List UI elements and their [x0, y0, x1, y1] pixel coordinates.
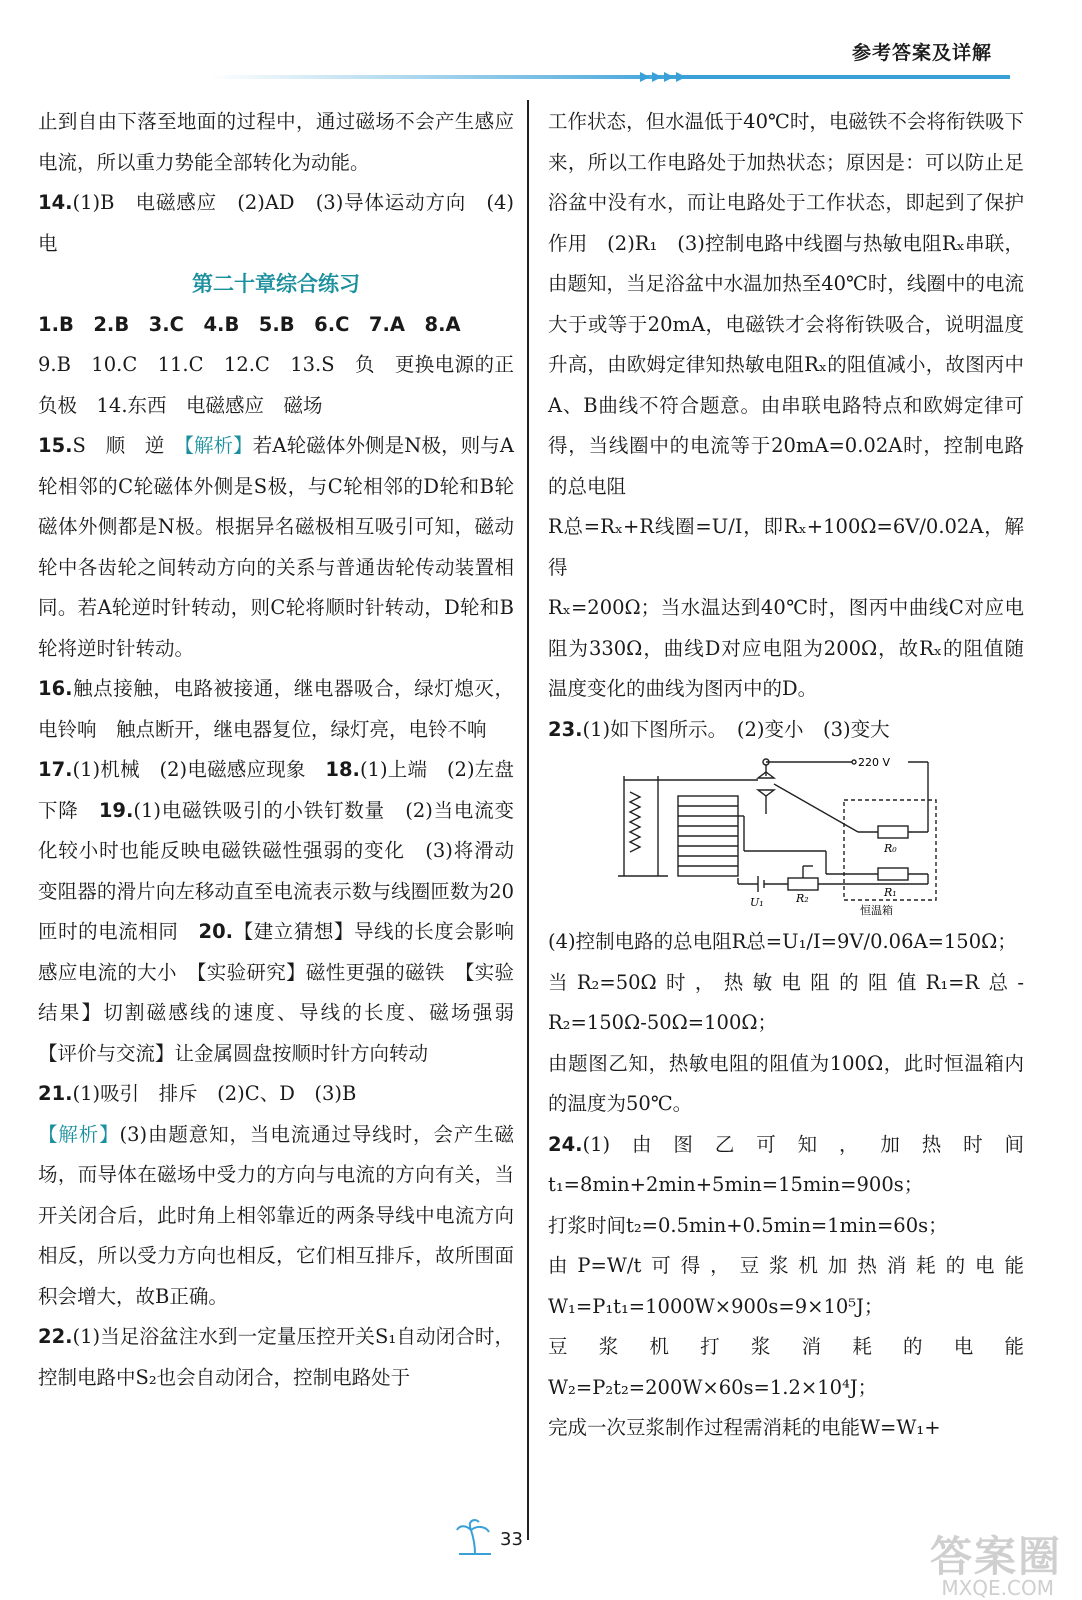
q21-analysis-tag: 【解析】	[38, 1122, 120, 1146]
left-column	[38, 102, 534, 1398]
q15-analysis-tag: 【解析】	[184, 434, 253, 457]
para-right-1: 工作状态，但水温低于40℃时，电磁铁不会将衔铁吸下来，所以工作电路处于加热状态；原因是：可以防止足浴盆中没有水，而让电路处于工作状态，即起到了保护作用 (2)R₁ (3)控制电路中线圈与热敏电阻Rₓ串联，由题知，当足浴盆中水温加热至40℃时，线圈中的电流大于或等于20mA，电磁铁才会将衔铁吸合，说明温度升高，由欧姆定律知热敏电阻Rₓ的阻值减小，故图丙中A、B曲线不符合题意。由串联电路特点和欧姆定律可得，当线圈中的电流等于20mA=0.02A时，控制电路的总电阻	[548, 110, 1024, 498]
q21-number: 21.	[38, 1082, 73, 1105]
answer-17-20	[38, 750, 534, 1074]
q22-number: 22.	[38, 1325, 73, 1348]
answer-21-analysis	[38, 1115, 514, 1318]
q20-number: 20.	[198, 920, 234, 943]
answer-24-3: 由P=W/t可得，豆浆机加热消耗的电能W₁=P₁t₁=1000W×900s=9×10⁵J；	[548, 1254, 1024, 1318]
label-u1: U₁	[750, 896, 764, 909]
q18-text: (1)上端 (2)左盘下降	[38, 758, 514, 822]
q22-text: (1)当足浴盆注水到一定量压控开关S₁自动闭合时，控制电路中S₂也会自动闭合，控制电路处于	[38, 1325, 514, 1389]
answer-15	[38, 426, 514, 669]
answer-24-4: 豆浆机打浆消耗的电能W₂=P₂t₂=200W×60s=1.2×10⁴J；	[548, 1335, 1024, 1399]
answer-24-5: 完成一次豆浆制作过程需消耗的电能W=W₁+	[548, 1416, 941, 1439]
q17-number: 17.	[38, 758, 73, 781]
watermark-url: MXQE.COM	[941, 1576, 1054, 1600]
q21-body: (3)由题意知，当电流通过导线时，会产生磁场，而导体在磁场中受力的方向与电流的方向有关，当开关闭合后，此时角上相邻靠近的两条导线中电流方向相反，所以受力方向也相反，它们相互排斥，故所围面积会增大，故B正确。	[38, 1122, 514, 1308]
answer-24-2: 打浆时间t₂=0.5min+0.5min=1min=60s；	[548, 1213, 948, 1237]
q16-text: 触点接触，电路被接通，继电器吸合，绿灯熄灭，电铃响 触点断开，继电器复位，绿灯亮，电铃不响	[38, 677, 514, 741]
label-r0: R₀	[884, 842, 897, 855]
q14-number: 14.	[38, 191, 73, 214]
q15-number: 15.	[38, 434, 73, 457]
q18-number: 18.	[325, 758, 360, 781]
label-box: 恒温箱	[860, 904, 893, 916]
para-right-2: Rₓ=200Ω；当水温达到40℃时，图丙中曲线C对应电阻为330Ω，曲线D对应电阻为200Ω，故Rₓ的阻值随温度变化的曲线为图丙中的D。	[548, 596, 1024, 700]
q23-text: (1)如下图所示。 (2)变小 (3)变大	[582, 717, 890, 741]
answer-16	[38, 669, 514, 750]
q24-text-1: (1)由图乙可知，加热时间t₁=8min+2min+5min=15min=900s；	[548, 1132, 1024, 1196]
page-header-title: 参考答案及详解	[851, 42, 992, 64]
header-decor-bar	[210, 72, 1010, 82]
q21-text: (1)吸引 排斥 (2)C、D (3)B	[72, 1082, 357, 1105]
mc-answers-1: 1.B 2.B 3.C 4.B 5.B 6.C 7.A 8.A	[38, 312, 461, 336]
equation-1: R总=Rₓ+R线圈=U/I，即Rₓ+100Ω=6V/0.02A，解得	[548, 515, 1024, 579]
q20-text: 【建立猜想】导线的长度会影响感应电流的大小 【实验研究】磁性更强的磁铁 【实验结果】切割磁感线的速度、导线的长度、磁场强弱 【评价与交流】让金属圆盘按顺时针方向转动	[38, 920, 534, 1065]
q19-text: (1)电磁铁吸引的小铁钉数量 (2)当电流变化较小时也能反映电磁铁磁性强弱的变化 (3)将滑动变阻器的滑片向左移动直至电流表示数与线圈匝数为20匝时的电流相同	[38, 798, 514, 943]
right-column	[548, 102, 1024, 1449]
q15-body: 若A轮磁体外侧是N极，则与A轮相邻的C轮磁体外侧是S极，与C轮相邻的D轮和B轮磁体外侧都是N极。根据异名磁极相互吸引可知，磁动轮中各齿轮之间转动方向的关系与普通齿轮传动装置相同。若A轮逆时针转动，则C轮将顺时针转动，D轮和B轮将逆时针转动。	[38, 434, 514, 660]
label-r1: R₁	[884, 886, 897, 899]
answer-22	[38, 1317, 514, 1398]
para-left-1: 止到自由下落至地面的过程中，通过磁场不会产生感应电流，所以重力势能全部转化为动能。	[38, 110, 514, 174]
label-r2: R₂	[796, 892, 809, 905]
column-divider	[527, 100, 529, 1540]
answer-21	[38, 1074, 514, 1115]
q14-text: (1)B 电磁感应 (2)AD (3)导体运动方向 (4)电	[38, 191, 514, 255]
answer-23-4: (4)控制电路的总电阻R总=U₁/I=9V/0.06A=150Ω；	[548, 930, 1017, 953]
q15-head: S 顺 逆	[72, 434, 185, 457]
watermark-logo: 答案圈	[929, 1532, 1062, 1581]
palm-tree-icon	[455, 1516, 495, 1556]
q23-number: 23.	[548, 717, 583, 741]
q24-number: 24.	[548, 1132, 583, 1156]
answer-14	[38, 183, 514, 264]
answer-23-6: 由题图乙知，热敏电阻的阻值为100Ω，此时恒温箱内的温度为50℃。	[548, 1051, 1024, 1115]
q19-number: 19.	[98, 798, 134, 822]
mc-answers-2: 9.B 10.C 11.C 12.C 13.S 负 更换电源的正负极 14.东西 电磁感应 磁场	[38, 353, 514, 417]
label-220v: 220 V	[858, 756, 891, 769]
q16-number: 16.	[38, 677, 73, 700]
q17-text: (1)机械 (2)电磁感应现象	[72, 758, 326, 781]
answer-23	[548, 710, 1024, 751]
section-title: 第二十章综合练习	[192, 272, 360, 296]
page-number: 33	[500, 1529, 523, 1550]
answer-24	[548, 1125, 1024, 1206]
answer-23-5: 当R₂=50Ω时，热敏电阻的阻值R₁=R总-R₂=150Ω-50Ω=100Ω；	[548, 970, 1024, 1034]
circuit-diagram	[608, 756, 948, 916]
